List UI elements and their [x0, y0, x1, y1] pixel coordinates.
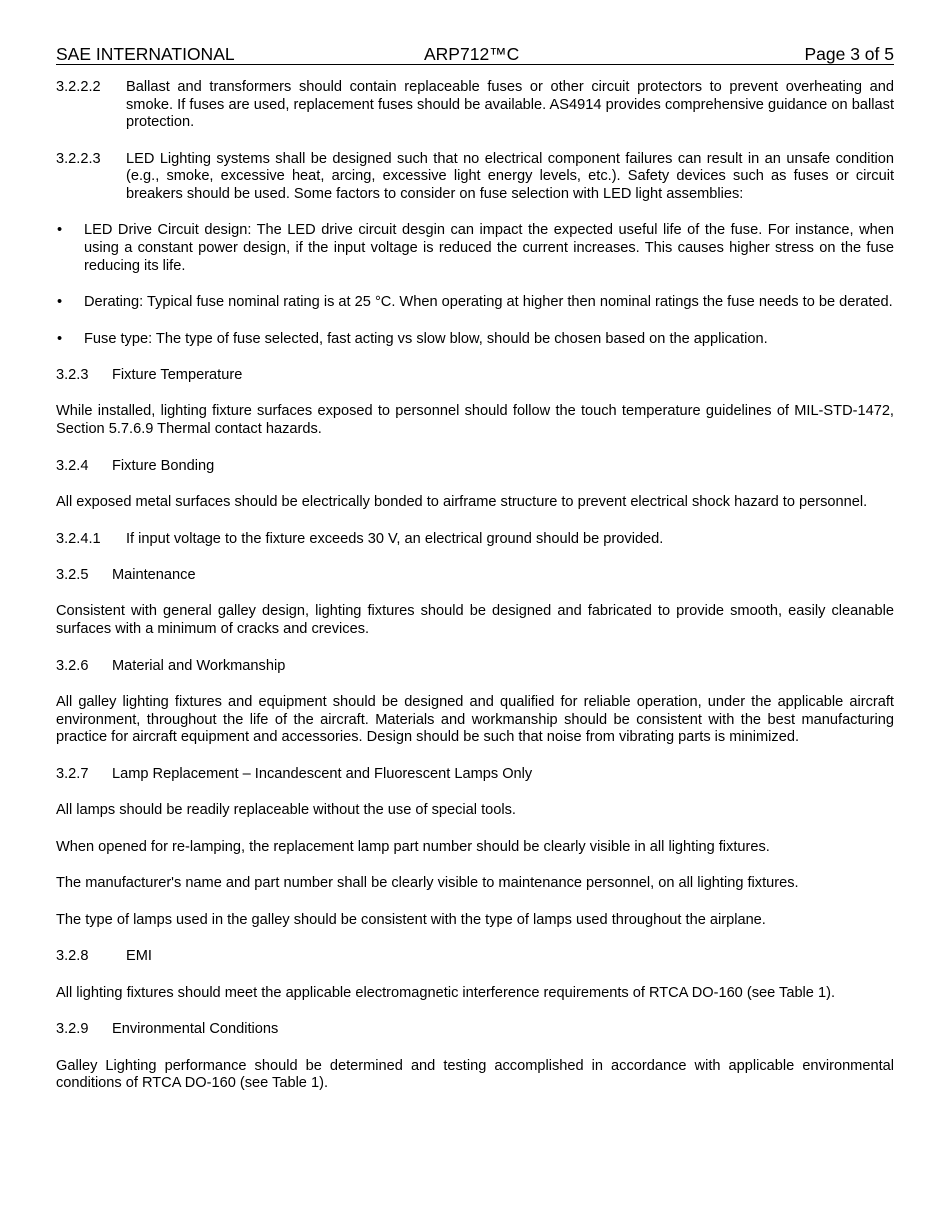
bullet-item: [56, 331, 894, 349]
section-number: 3.2.2.3: [56, 150, 101, 167]
section-3-2-7-para: All lamps should be readily replaceable without the use of special tools.: [56, 802, 516, 819]
bullet-item: [56, 222, 894, 275]
section-3-2-8-text: All lighting fixtures should meet the applicable electromagnetic interference requirements of RTCA DO-160 (see Table 1).: [56, 984, 836, 1001]
page-header: [56, 44, 894, 65]
section-heading-3-2-9: [56, 1021, 894, 1039]
section-number: 3.2.8: [56, 948, 89, 965]
bullet-text: LED Drive Circuit design: The LED drive circuit desgin can impact the expected useful life of the fuse. For instance, when using a constant power design, if the input voltage is reduced the current increases. This causes higher stress on the fuse reducing its life.: [84, 222, 894, 274]
section-number: 3.2.3: [56, 366, 89, 383]
section-3-2-7-para: When opened for re-lamping, the replacement lamp part number should be clearly visible in all lighting fixtures.: [56, 838, 770, 855]
section-title: Lamp Replacement – Incandescent and Fluorescent Lamps Only: [112, 765, 533, 782]
bullet-text: Derating: Typical fuse nominal rating is at 25 °C. When operating at higher then nominal ratings the fuse needs to be derated.: [84, 294, 893, 311]
bullet-icon: •: [57, 222, 63, 239]
section-3-2-4-1: [56, 531, 894, 549]
section-3-2-6-text: All galley lighting fixtures and equipment should be designed and qualified for reliable operation, under the applicable aircraft environment, throughout the life of the aircraft. Materials and workmanship should be consistent with the best manufacturing practice for aircraft equipment and accessories. Design should be such that noise from vibrating parts is minimized.: [56, 694, 894, 746]
section-3-2-5-text: Consistent with general galley design, lighting fixtures should be designed and fabricated to provide smooth, easily cleanable surfaces with a minimum of cracks and crevices.: [56, 603, 894, 638]
section-number: 3.2.5: [56, 567, 89, 583]
section-title: Maintenance: [112, 567, 196, 583]
bullet-text: Fuse type: The type of fuse selected, fast acting vs slow blow, should be chosen based on the application.: [84, 330, 768, 347]
section-title: EMI: [126, 948, 152, 965]
section-heading-3-2-4: [56, 458, 894, 476]
section-3-2-7-para: The type of lamps used in the galley should be consistent with the type of lamps used throughout the airplane.: [56, 911, 766, 928]
section-3-2-7-para: The manufacturer's name and part number shall be clearly visible to maintenance personnel, on all lighting fixtures.: [56, 875, 799, 892]
section-3-2-9-text: Galley Lighting performance should be determined and testing accomplished in accordance with applicable environmental conditions of RTCA DO-160 (see Table 1).: [56, 1057, 894, 1092]
document-page: [56, 44, 894, 1093]
section-heading-3-2-3: [56, 367, 894, 385]
section-3-2-3-text: While installed, lighting fixture surfaces exposed to personnel should follow the touch temperature guidelines of MIL-STD-1472, Section 5.7.6.9 Thermal contact hazards.: [56, 403, 894, 438]
header-doc-id: ARP712™C: [424, 44, 520, 64]
section-number: 3.2.9: [56, 1021, 89, 1038]
section-heading-3-2-6: [56, 658, 894, 676]
header-org: SAE INTERNATIONAL: [56, 44, 235, 64]
section-number: 3.2.2.2: [56, 79, 101, 95]
section-title: Material and Workmanship: [112, 657, 286, 674]
section-text: If input voltage to the fixture exceeds 30 V, an electrical ground should be provided.: [126, 530, 664, 547]
bullet-item: [56, 294, 894, 312]
section-heading-3-2-5: [56, 567, 894, 585]
bullet-icon: •: [57, 294, 63, 311]
section-number: 3.2.4.1: [56, 530, 101, 547]
section-number: 3.2.6: [56, 657, 89, 674]
section-number: 3.2.7: [56, 765, 89, 782]
section-3-2-2-3: [56, 151, 894, 204]
section-title: Fixture Temperature: [112, 366, 243, 383]
section-text: LED Lighting systems shall be designed such that no electrical component failures can result in an unsafe condition (e.g., smoke, excessive heat, arcing, excessive light energy levels, etc.). Safety devices such as fuses or circuit breakers should be used. Some factors to consider on fuse selection with LED light assemblies:: [126, 150, 894, 202]
section-3-2-4-text: All exposed metal surfaces should be electrically bonded to airframe structure to prevent electrical shock hazard to personnel.: [56, 494, 868, 511]
header-page-number: Page 3 of 5: [804, 44, 894, 64]
section-3-2-2-2: [56, 79, 894, 132]
section-number: 3.2.4: [56, 457, 89, 474]
bullet-icon: •: [57, 330, 63, 347]
section-heading-3-2-7: [56, 766, 894, 784]
section-text: Ballast and transformers should contain replaceable fuses or other circuit protectors to prevent overheating and smoke. If fuses are used, replacement fuses should be available. AS4914 provides comprehensive guidance on ballast protection.: [126, 79, 894, 131]
section-heading-3-2-8: [56, 948, 894, 966]
section-title: Environmental Conditions: [112, 1021, 279, 1038]
section-title: Fixture Bonding: [112, 457, 215, 474]
